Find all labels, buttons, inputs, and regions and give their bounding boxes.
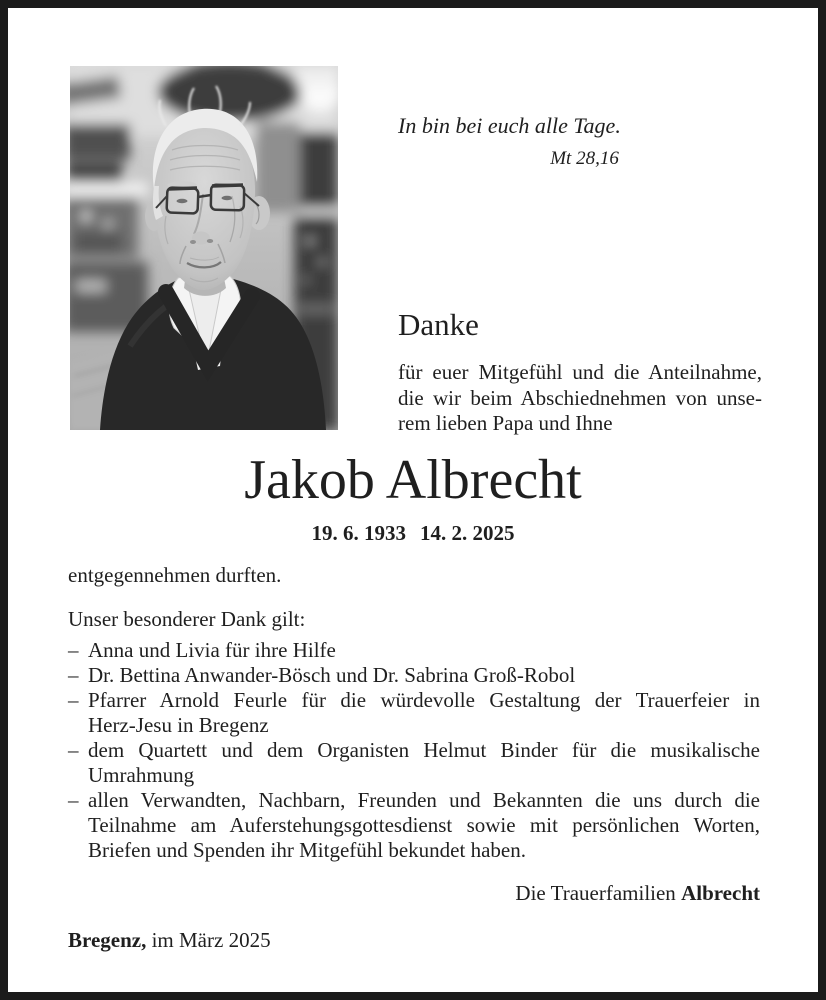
- closing-label: Die Trauerfamilien: [515, 881, 676, 905]
- thanks-intro: [398, 360, 762, 437]
- text-line: Herz-Jesu in Bregenz: [88, 713, 269, 737]
- place-dateline: [68, 928, 271, 953]
- continuation-text: entgegennehmen durften.: [68, 563, 282, 587]
- text-line: Teilnahme am Auferstehungsgottesdienst sowie mit persönlichen Worten,: [88, 813, 760, 837]
- dash-bullet: –: [68, 663, 79, 687]
- text-line: Dr. Bettina Anwander-Bösch und Dr. Sabrina Groß-Robol: [88, 663, 576, 687]
- list-item-text: [88, 663, 760, 688]
- list-item-text: [88, 638, 760, 663]
- death-date: 14. 2. 2025: [420, 521, 515, 545]
- list-item: [68, 688, 760, 738]
- quote-text: In bin bei euch alle Tage.: [398, 113, 621, 138]
- body-text: [68, 563, 760, 863]
- text-line: Anna und Livia für ihre Hilfe: [88, 638, 336, 662]
- thanks-list-intro: Unser besonderer Dank gilt:: [68, 607, 306, 631]
- list-item-text: [88, 738, 760, 788]
- life-dates: [0, 521, 826, 546]
- date-label: im März 2025: [151, 928, 271, 952]
- dash-bullet: –: [68, 688, 79, 712]
- dash-bullet: –: [68, 638, 79, 662]
- closing-family-name: Albrecht: [681, 881, 760, 905]
- list-item: [68, 738, 760, 788]
- quote-source: Mt 28,16: [550, 148, 619, 169]
- thanks-heading: Danke: [398, 307, 479, 342]
- list-item: [68, 638, 760, 663]
- text-line: rem lieben Papa und Ihne: [398, 411, 613, 435]
- list-item: [68, 663, 760, 688]
- deceased-name: Jakob Albrecht: [244, 449, 582, 511]
- dash-bullet: –: [68, 738, 79, 762]
- text-line: dem Quartett und dem Organisten Helmut Binder für die musikalische: [88, 738, 760, 762]
- text-line: die wir beim Abschiednehmen von unse-: [398, 385, 762, 410]
- text-line: für euer Mitgefühl und die Anteilnahme,: [398, 360, 762, 384]
- closing-line: [68, 881, 760, 906]
- quote-block: [398, 112, 621, 172]
- list-item-text: [88, 788, 760, 863]
- portrait-photo: [70, 66, 338, 430]
- birth-date: 19. 6. 1933: [311, 521, 406, 545]
- place-label: Bregenz,: [68, 928, 147, 952]
- text-line: Pfarrer Arnold Feurle für die würdevolle Gestaltung der Trauerfeier in: [88, 688, 760, 712]
- list-item-text: [88, 688, 760, 738]
- list-item: [68, 788, 760, 863]
- text-line: allen Verwandten, Nachbarn, Freunden und Bekannten die uns durch die: [88, 788, 760, 812]
- portrait-photo-image: [70, 66, 338, 430]
- text-line: Briefen und Spenden ihr Mitgefühl bekundet haben.: [88, 838, 526, 862]
- thanks-list: [68, 638, 760, 863]
- dash-bullet: –: [68, 788, 79, 812]
- text-line: Umrahmung: [88, 763, 195, 787]
